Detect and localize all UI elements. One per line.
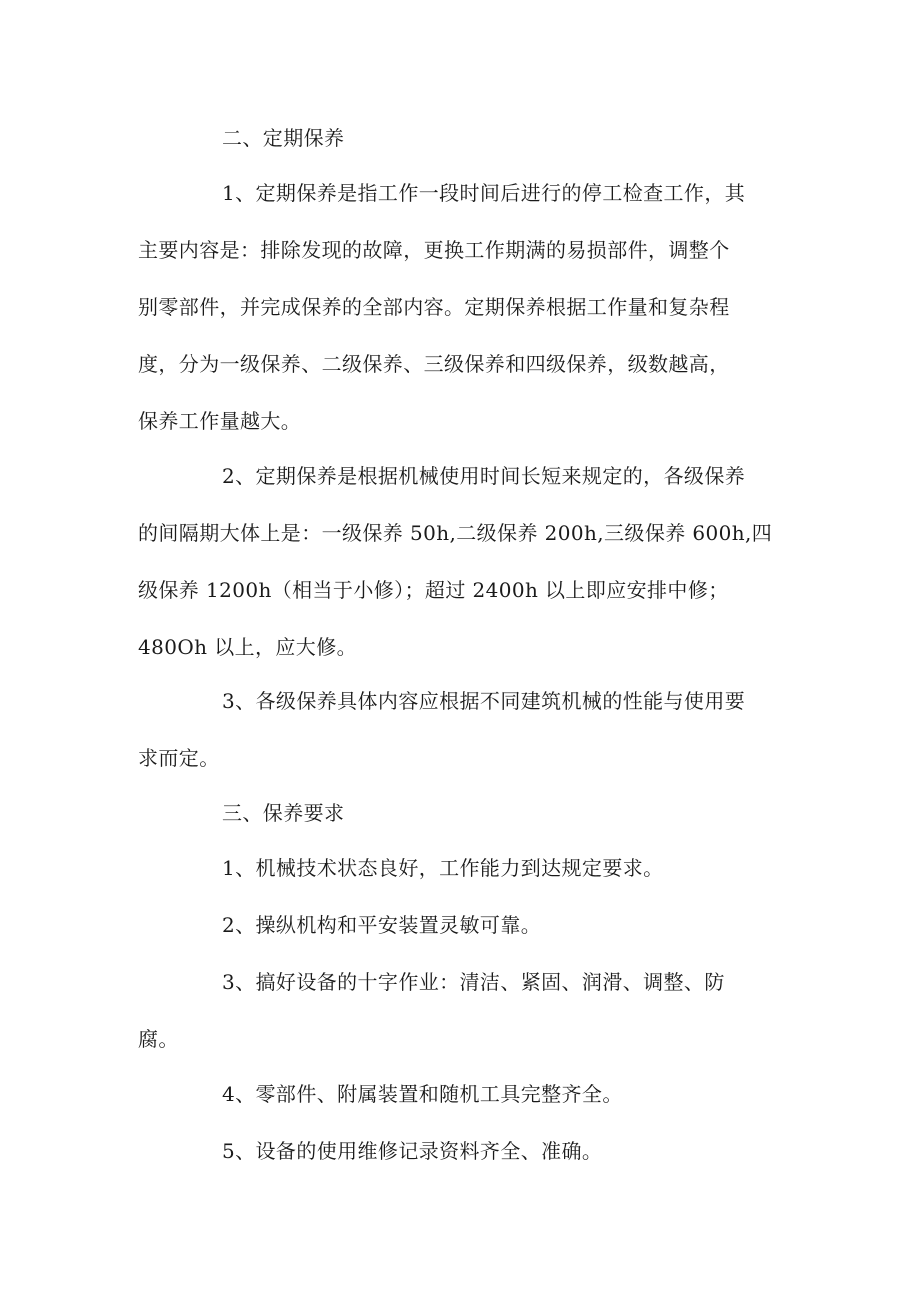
paragraph-line: 1、定期保养是指工作一段时间后进行的停工检查工作，其 <box>222 181 746 205</box>
paragraph-line: 3、各级保养具体内容应根据不同建筑机械的性能与使用要 <box>222 689 746 713</box>
paragraph-line: 腐。 <box>138 1027 179 1051</box>
paragraph-line: 度，分为一级保养、二级保养、三级保养和四级保养，级数越高， <box>138 352 730 376</box>
paragraph-line: 求而定。 <box>138 746 220 770</box>
section-heading-2 <box>138 110 778 167</box>
paragraph-maintenance-content <box>138 673 778 787</box>
heading-text: 二、定期保养 <box>222 126 345 150</box>
paragraph-line: 级保养 1200h（相当于小修）；超过 2400h 以上即应安排中修； <box>138 578 729 602</box>
heading-text: 三、保养要求 <box>222 801 345 825</box>
paragraph-maintenance-intervals <box>138 448 778 676</box>
list-item-requirement-3 <box>138 954 778 1068</box>
paragraph-line: 5、设备的使用维修记录资料齐全、准确。 <box>222 1139 603 1163</box>
list-item-requirement-5 <box>138 1123 778 1180</box>
paragraph-line: 480Oh 以上，应大修。 <box>138 635 358 659</box>
paragraph-line: 2、定期保养是根据机械使用时间长短来规定的，各级保养 <box>222 464 746 488</box>
paragraph-line: 保养工作量越大。 <box>138 409 302 433</box>
paragraph-periodic-maintenance-definition <box>138 165 778 450</box>
list-item-requirement-2 <box>138 897 778 954</box>
paragraph-line: 4、零部件、附属装置和随机工具完整齐全。 <box>222 1082 623 1106</box>
paragraph-line: 主要内容是：排除发现的故障，更换工作期满的易损部件，调整个 <box>138 238 730 262</box>
paragraph-line: 2、操纵机构和平安装置灵敏可靠。 <box>222 913 542 937</box>
paragraph-line: 的间隔期大体上是：一级保养 50h,二级保养 200h,三级保养 600h,四 <box>138 521 773 545</box>
paragraph-line: 别零部件，并完成保养的全部内容。定期保养根据工作量和复杂程 <box>138 295 730 319</box>
paragraph-line: 3、搞好设备的十字作业：清洁、紧固、润滑、调整、防 <box>222 970 725 994</box>
list-item-requirement-4 <box>138 1066 778 1123</box>
paragraph-line: 1、机械技术状态良好，工作能力到达规定要求。 <box>222 856 664 880</box>
section-heading-3 <box>138 785 778 842</box>
list-item-requirement-1 <box>138 840 778 897</box>
